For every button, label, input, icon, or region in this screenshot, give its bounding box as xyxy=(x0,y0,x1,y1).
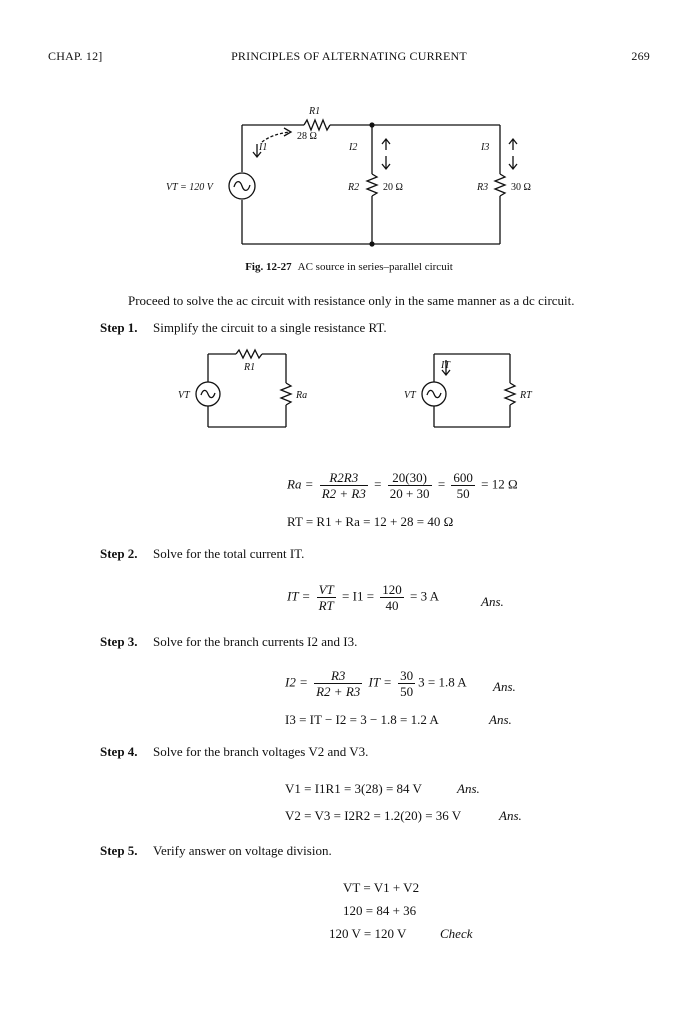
step-1 xyxy=(100,320,387,336)
right-it-label: IT xyxy=(441,360,450,371)
i3-label: I3 xyxy=(481,142,490,153)
step-2-text: Solve for the total current IT. xyxy=(153,546,305,561)
ra-frac3-numerator: 600 xyxy=(453,470,473,485)
r3-value: 30 Ω xyxy=(511,182,531,193)
chapter-label: CHAP. 12] xyxy=(48,49,103,63)
caption-text: AC source in series–parallel circuit xyxy=(297,261,453,273)
step-1-text: Simplify the circuit to a single resistance RT. xyxy=(153,320,387,335)
ra-frac1-denominator: R2 + R3 xyxy=(321,486,366,501)
step-5-text: Verify answer on voltage division. xyxy=(153,843,332,858)
r2-resistor-symbol xyxy=(367,174,377,196)
i1-label: I1 xyxy=(259,142,268,153)
i2-frac2-numerator: 30 xyxy=(400,668,414,683)
it-ans: Ans. xyxy=(481,594,504,609)
v2-equation: V2 = V3 = I2R2 = 1.2(20) = 36 V xyxy=(285,808,462,823)
it-frac1-numerator: VT xyxy=(318,582,334,597)
check-equation-3: 120 V = 120 V xyxy=(329,926,407,941)
i3-ans: Ans. xyxy=(489,712,512,727)
check-equation-1: VT = V1 + V2 xyxy=(343,880,420,895)
series-parallel-circuit-diagram xyxy=(150,98,570,254)
i2-label: I2 xyxy=(349,142,358,153)
figure-caption xyxy=(0,261,698,273)
i2-frac1-denominator: R2 + R3 xyxy=(316,684,361,699)
r1-label: R1 xyxy=(309,106,321,117)
intro-paragraph: Proceed to solve the ac circuit with resistance only in the same manner as a dc circuit. xyxy=(128,293,575,308)
ra-frac3-denominator: 50 xyxy=(456,486,470,501)
v1-ans: Ans. xyxy=(457,781,480,796)
left-ra-label: Ra xyxy=(296,390,308,401)
r3-label: R3 xyxy=(477,182,489,193)
i3-equation: I3 = IT − I2 = 3 − 1.8 = 1.2 A xyxy=(285,712,439,727)
it-frac2-denominator: 40 xyxy=(385,598,399,613)
left-r1-label: R1 xyxy=(244,362,256,373)
step-5-number: Step 5. xyxy=(100,843,138,858)
ra-equation: Ra = $\frac{R2R3}{R2 + R3}$ = $\frac{20(30)}{20 + 30}$ = $\frac{600}{50}$ = 12 Ω xyxy=(287,470,518,501)
left-r1-resistor-symbol xyxy=(236,350,262,358)
left-vt-label: VT xyxy=(178,390,190,401)
ra-frac2-denominator: 20 + 30 xyxy=(389,486,430,501)
step-4-text: Solve for the branch voltages V2 and V3. xyxy=(153,744,369,759)
it-frac1-denominator: RT xyxy=(318,598,334,613)
rt-resistor-symbol xyxy=(505,383,515,405)
i2-frac2-denominator: 50 xyxy=(400,684,414,699)
ra-lhs: Ra = xyxy=(287,476,314,492)
check-equation-2: 120 = 84 + 36 xyxy=(343,903,417,918)
step-5 xyxy=(100,843,332,859)
caption-number: Fig. 12-27 xyxy=(245,261,292,273)
check-label: Check xyxy=(440,926,473,941)
r2-value: 20 Ω xyxy=(383,182,403,193)
i2-lhs: I2 = xyxy=(285,674,308,690)
right-rt-label: RT xyxy=(520,390,532,401)
step-4-number: Step 4. xyxy=(100,744,138,759)
step-4 xyxy=(100,744,368,760)
it-frac2-numerator: 120 xyxy=(382,582,402,597)
step-3 xyxy=(100,634,357,650)
ra-result: = 12 Ω xyxy=(481,476,518,492)
step-1-number: Step 1. xyxy=(100,320,138,335)
page-number: 269 xyxy=(631,49,650,63)
right-vt-label: VT xyxy=(404,390,416,401)
r1-resistor-symbol xyxy=(304,120,330,130)
i2-result: 3 = 1.8 A xyxy=(418,674,467,690)
it-mid: = I1 = xyxy=(342,588,375,604)
i2-equation xyxy=(285,668,467,699)
running-title: PRINCIPLES OF ALTERNATING CURRENT xyxy=(231,49,467,63)
step-3-number: Step 3. xyxy=(100,634,138,649)
v1-equation: V1 = I1R1 = 3(28) = 84 V xyxy=(285,781,422,796)
step-2 xyxy=(100,546,304,562)
r3-resistor-symbol xyxy=(495,174,505,196)
it-result: = 3 A xyxy=(410,588,440,604)
ra-frac2-numerator: 20(30) xyxy=(388,470,432,486)
step-2-number: Step 2. xyxy=(100,546,138,561)
i2-ans: Ans. xyxy=(493,679,516,694)
source-label: VT = 120 V xyxy=(166,182,213,193)
r2-label: R2 xyxy=(348,182,360,193)
ra-frac1-numerator: R2R3 xyxy=(320,470,368,486)
simplified-circuits-diagram xyxy=(160,342,560,432)
it-lhs: IT = xyxy=(287,588,311,604)
rt-equation: RT = R1 + Ra = 12 + 28 = 40 Ω xyxy=(287,514,454,529)
r1-value: 28 Ω xyxy=(297,131,317,142)
step-3-text: Solve for the branch currents I2 and I3. xyxy=(153,634,358,649)
i2-mid: IT = xyxy=(368,674,392,690)
v2-ans: Ans. xyxy=(499,808,522,823)
i2-frac1-numerator: R3 xyxy=(314,668,362,684)
ra-resistor-symbol xyxy=(281,383,291,405)
it-equation xyxy=(287,582,439,613)
